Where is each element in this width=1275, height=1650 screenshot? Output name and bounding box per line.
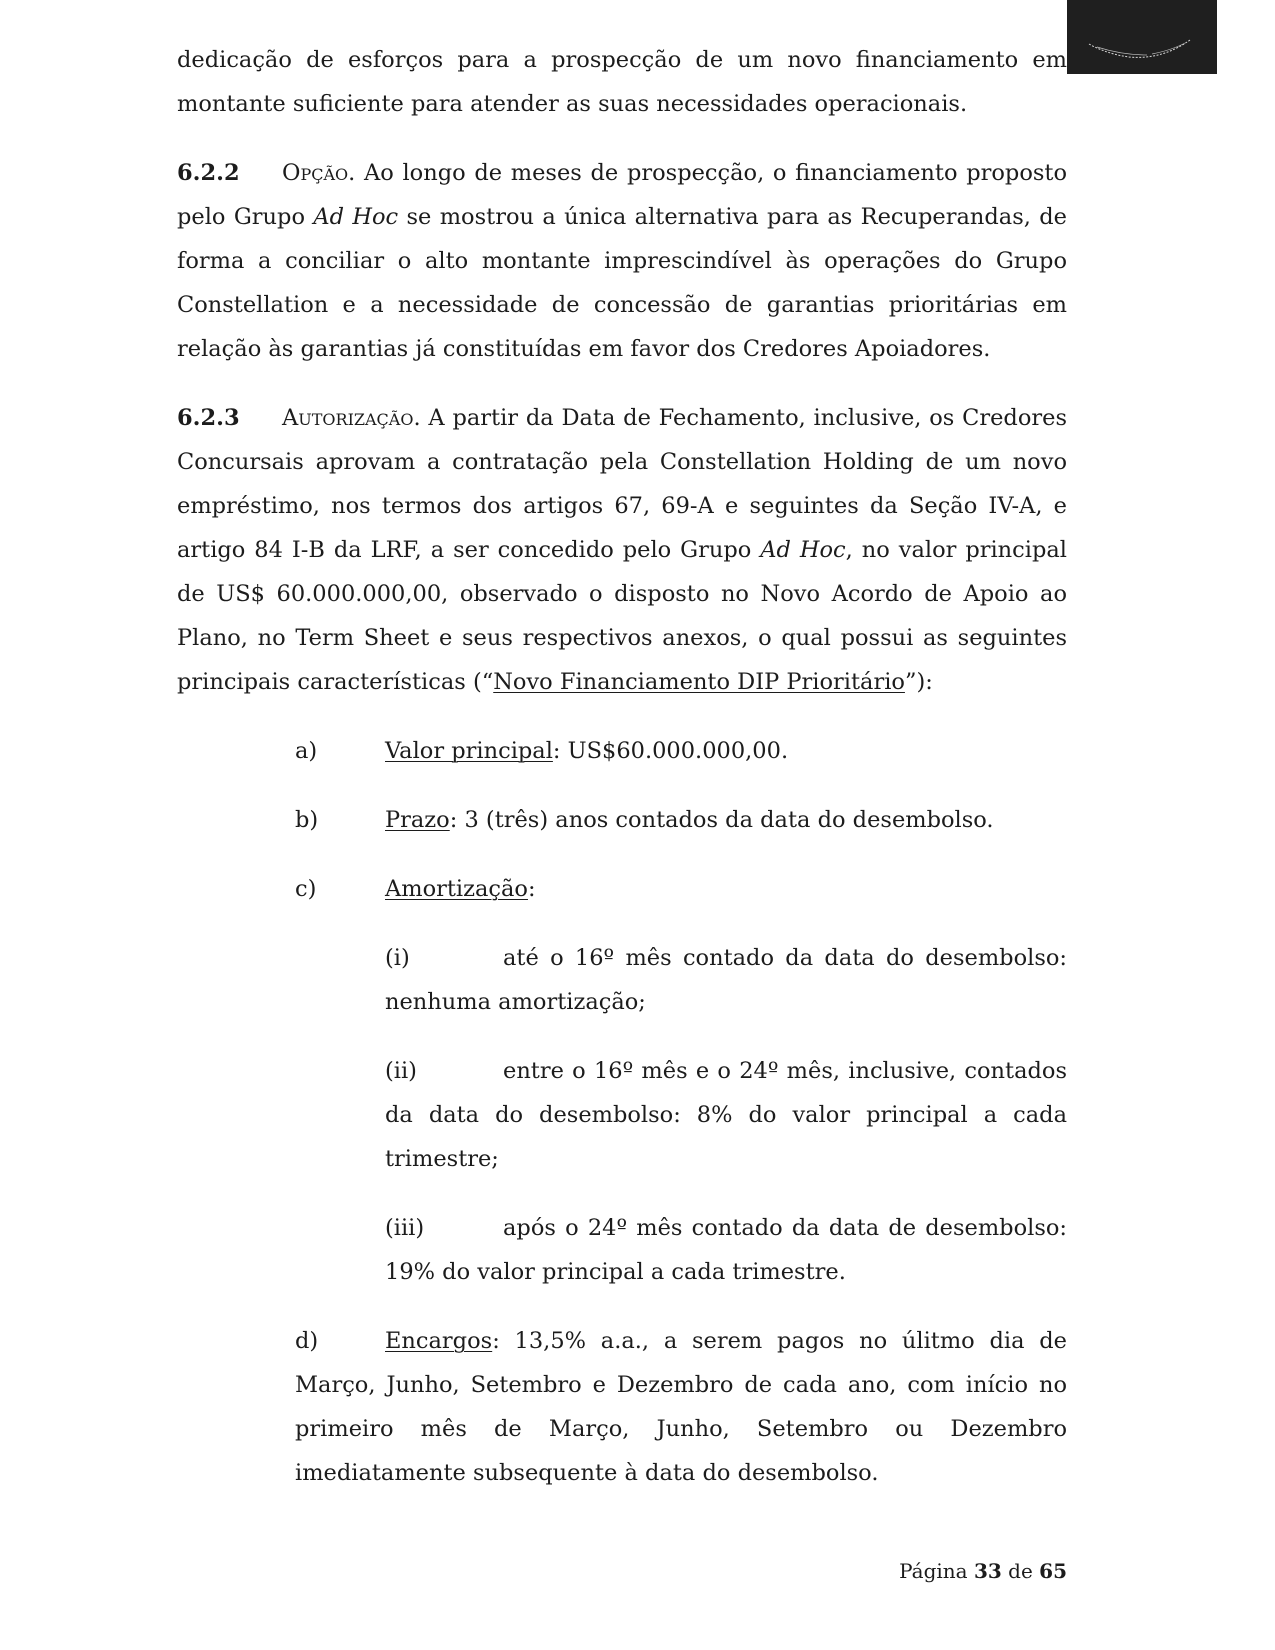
section-text: ”): xyxy=(904,669,933,695)
list-item-label: c) xyxy=(295,876,317,902)
page-word: Página xyxy=(899,1559,968,1583)
list-item-text: : US$60.000.000,00. xyxy=(552,738,789,764)
section-text: , no valor principal de US$ 60.000.000,00, observado o disposto no Novo Acordo de Apoio ao Plano, no Term Sheet e seus respectivos anexos, o qual possui as seguintes principais características (“ xyxy=(177,537,1067,695)
italic-term: Ad Hoc xyxy=(760,537,846,563)
sub-item-label: (i) xyxy=(385,945,410,971)
list-item-b xyxy=(295,798,1067,842)
document-body xyxy=(177,38,1067,1495)
section-text: Ao longo de meses de prospecção, o financiamento proposto pelo Grupo xyxy=(177,160,1067,230)
list-item-label: b) xyxy=(295,807,319,833)
section-heading: Opção. xyxy=(282,160,356,186)
total-pages: 65 xyxy=(1039,1559,1067,1583)
list-item-term: Encargos xyxy=(385,1328,493,1354)
sub-item-text: após o 24º mês contado da data de desembolso: 19% do valor principal a cada trimestre. xyxy=(385,1215,1067,1285)
list-item-term: Valor principal xyxy=(385,738,553,764)
list-item-text: : 13,5% a.a., a serem pagos no úlitmo dia de Março, Junho, Setembro e Dezembro de cada ano, com início no primeiro mês de Março, Junho, Setembro ou Dezembro imediatamente subsequente à data do desembolso. xyxy=(295,1328,1067,1486)
sub-item-text: até o 16º mês contado da data do desembolso: nenhuma amortização; xyxy=(385,945,1067,1015)
list-item-a xyxy=(295,729,1067,773)
section-heading: Autorização. xyxy=(282,405,421,431)
list-item-label: a) xyxy=(295,738,318,764)
list-item-term: Amortização xyxy=(385,876,528,902)
list-item-text: : xyxy=(527,876,536,902)
list-item-term: Prazo xyxy=(385,807,450,833)
section-text: se mostrou a única alternativa para as Recuperandas, de forma a conciliar o alto montante imprescindível às operações do Grupo Constellation e a necessidade de concessão de garantias prioritárias em relação às garantias já constituídas em favor dos Credores Apoiadores. xyxy=(177,204,1067,362)
header-logo xyxy=(1067,0,1217,74)
page-footer xyxy=(600,1557,1067,1585)
sub-item-label: (iii) xyxy=(385,1215,425,1241)
list-item-text: : 3 (três) anos contados da data do desembolso. xyxy=(449,807,994,833)
sub-item-ii xyxy=(385,1049,1067,1181)
sub-item-i xyxy=(385,936,1067,1024)
sub-item-text: entre o 16º mês e o 24º mês, inclusive, contados da data do desembolso: 8% do valor principal a cada trimestre; xyxy=(385,1058,1067,1172)
italic-term: Ad Hoc xyxy=(313,204,399,230)
list-item-d xyxy=(295,1319,1067,1495)
firm-signature-logo-icon xyxy=(1067,0,1217,74)
section-6-2-3 xyxy=(177,396,1067,704)
sub-item-label: (ii) xyxy=(385,1058,417,1084)
section-number: 6.2.2 xyxy=(177,160,240,186)
sub-item-iii xyxy=(385,1206,1067,1294)
section-6-2-2 xyxy=(177,151,1067,371)
defined-term: Novo Financiamento DIP Prioritário xyxy=(493,669,905,695)
list-item-label: d) xyxy=(295,1328,319,1354)
list-item-c xyxy=(295,867,1067,911)
of-word: de xyxy=(1008,1559,1033,1583)
section-number: 6.2.3 xyxy=(177,405,240,431)
current-page-number: 33 xyxy=(973,1559,1002,1583)
intro-paragraph: dedicação de esforços para a prospecção de um novo financiamento em montante suficiente para atender as suas necessidades operacionais. xyxy=(177,47,1067,117)
section-text: A partir da Data de Fechamento, inclusive, os Credores Concursais aprovam a contratação pela Constellation Holding de um novo empréstimo, nos termos dos artigos 67, 69-A e seguintes da Seção IV-A, e artigo 84 I-B da LRF, a ser concedido pelo Grupo xyxy=(177,405,1067,563)
